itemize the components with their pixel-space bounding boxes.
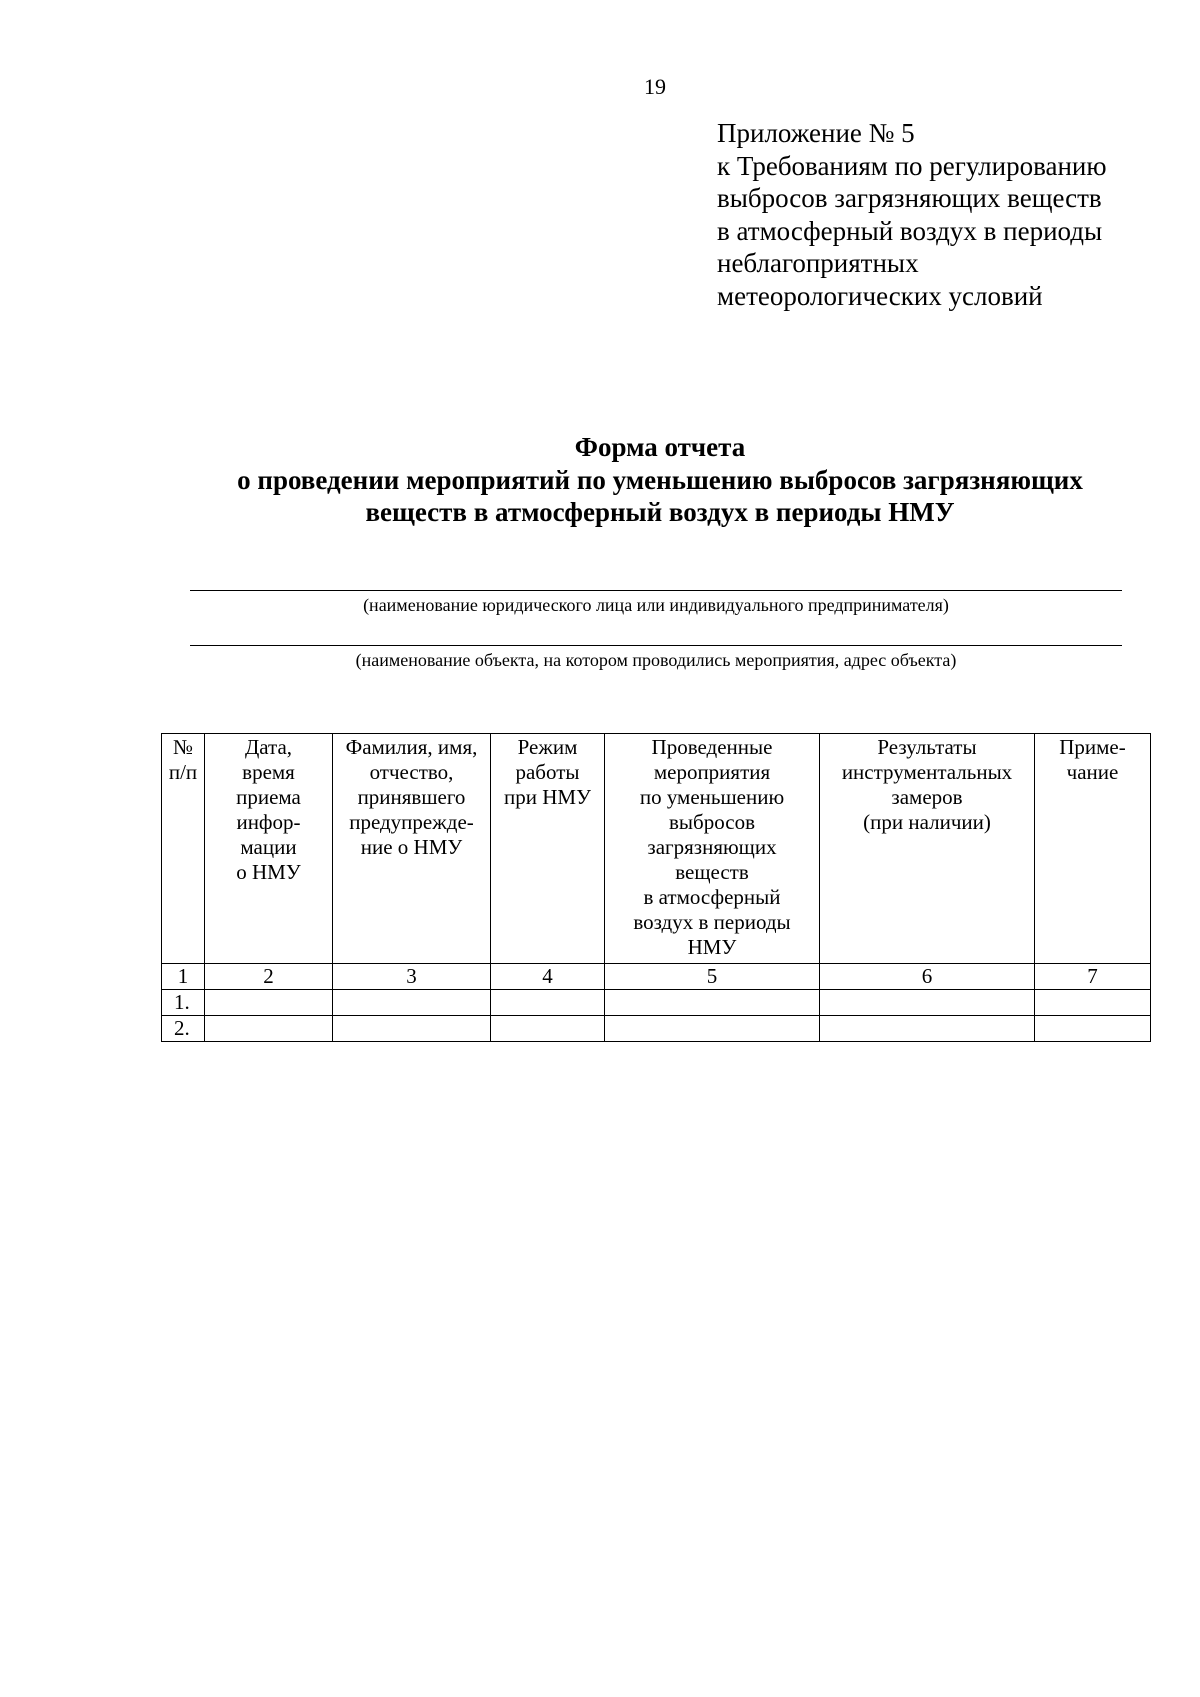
header-recipient-name: Фамилия, имя, отчество, принявшего предупрежде- ние о НМУ (333, 734, 491, 964)
column-number: 7 (1035, 964, 1151, 990)
header-date-time: Дата, время приема инфор- мации о НМУ (205, 734, 333, 964)
object-name-field[interactable] (190, 645, 1122, 671)
organization-name-underline (190, 590, 1122, 591)
column-number-row (162, 964, 1151, 990)
appendix-line: неблагоприятных (717, 248, 919, 278)
table-cell[interactable] (605, 990, 820, 1016)
table-cell[interactable] (820, 1016, 1035, 1042)
column-number: 6 (820, 964, 1035, 990)
form-title (160, 431, 1160, 529)
form-title-line: о проведении мероприятий по уменьшению выбросов загрязняющих (237, 464, 1083, 495)
table-cell[interactable] (605, 1016, 820, 1042)
appendix-line: Приложение № 5 (717, 118, 915, 148)
appendix-reference (717, 117, 1187, 312)
table-cell[interactable] (491, 1016, 605, 1042)
table-cell[interactable] (205, 990, 333, 1016)
organization-name-caption: (наименование юридического лица или индивидуального предпринимателя) (363, 595, 949, 615)
header-measurement-results: Результаты инструментальных замеров (при наличии) (820, 734, 1035, 964)
column-number: 5 (605, 964, 820, 990)
table-cell[interactable] (333, 1016, 491, 1042)
table-cell[interactable] (491, 990, 605, 1016)
appendix-line: к Требованиям по регулированию (717, 150, 1107, 181)
table-header-row (162, 734, 1151, 964)
object-name-caption: (наименование объекта, на котором проводились мероприятия, адрес объекта) (355, 650, 957, 670)
header-number: № п/п (162, 734, 205, 964)
header-note: Приме- чание (1035, 734, 1151, 964)
table-row (162, 990, 1151, 1016)
row-index: 2. (162, 1016, 205, 1042)
header-operating-mode: Режим работы при НМУ (491, 734, 605, 964)
row-index: 1. (162, 990, 205, 1016)
object-name-underline (190, 645, 1122, 646)
table-row (162, 1016, 1151, 1042)
table-cell[interactable] (820, 990, 1035, 1016)
form-title-line: Форма отчета (574, 432, 746, 462)
page-number: 19 (644, 74, 666, 99)
column-number: 3 (333, 964, 491, 990)
column-number: 2 (205, 964, 333, 990)
table-cell[interactable] (333, 990, 491, 1016)
form-title-line: веществ в атмосферный воздух в периоды НМУ (365, 497, 955, 527)
column-number: 1 (162, 964, 205, 990)
column-number: 4 (491, 964, 605, 990)
header-measures-taken: Проведенные мероприятия по уменьшению выбросов загрязняющих веществ в атмосферный воздух в периоды НМУ (605, 734, 820, 964)
table-cell[interactable] (1035, 990, 1151, 1016)
organization-name-field[interactable] (190, 590, 1122, 616)
appendix-line: метеорологических условий (717, 280, 1043, 311)
table-cell[interactable] (205, 1016, 333, 1042)
report-table (161, 733, 1151, 1042)
appendix-line: в атмосферный воздух в периоды (717, 215, 1103, 246)
appendix-line: выбросов загрязняющих веществ (717, 183, 1102, 213)
table-cell[interactable] (1035, 1016, 1151, 1042)
